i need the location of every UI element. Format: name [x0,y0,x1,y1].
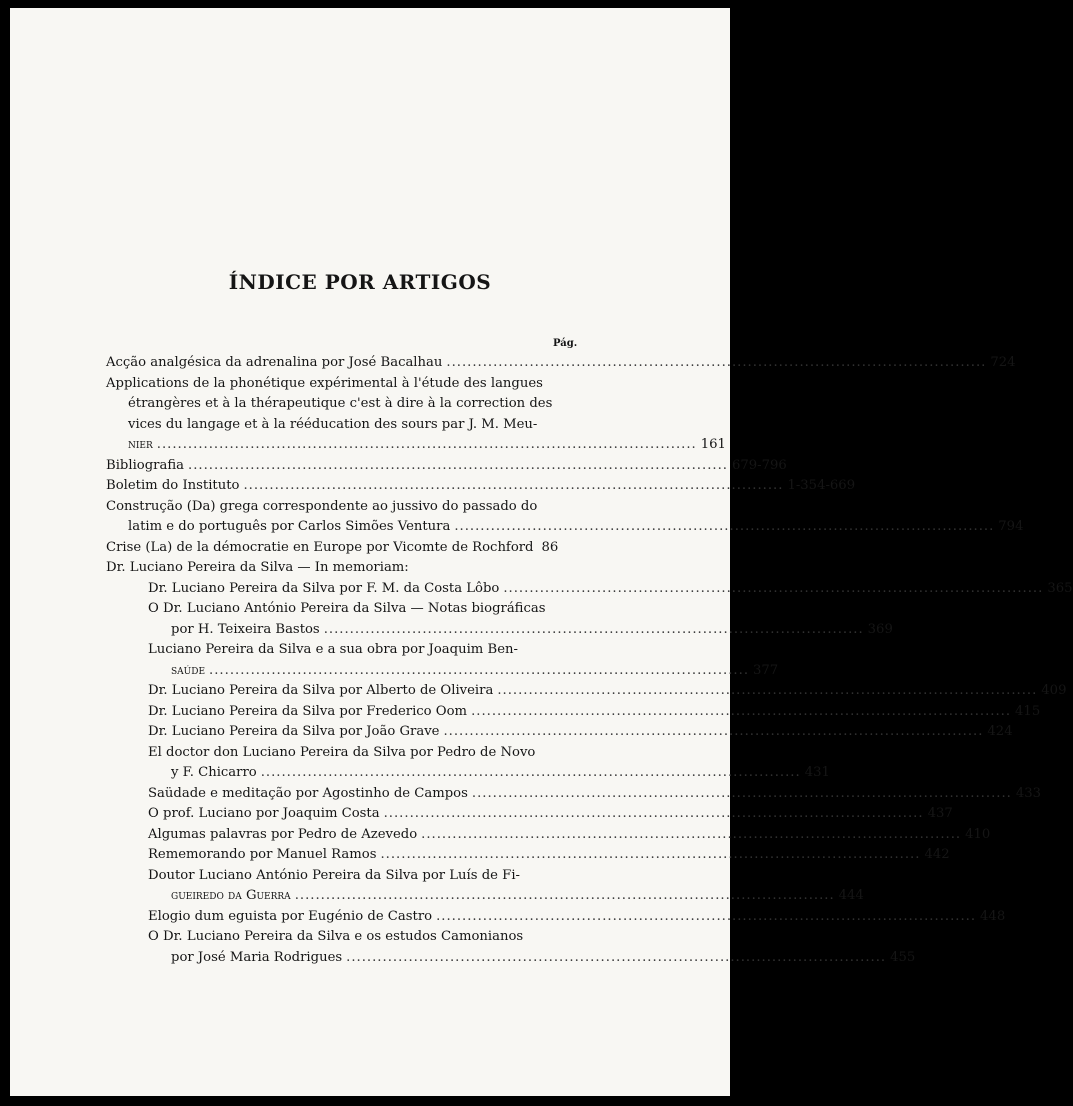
entry-title: Dr. Luciano Pereira da Silva por Alberto de Oliveira [148,683,494,698]
entry-page: 424 [987,724,1013,739]
entry-page: 455 [890,949,916,965]
entry-title-line: Doutor Luciano António Pereira da Silva por Luís de Fi- [148,867,520,883]
entry-title-line: El doctor don Luciano Pereira da Silva por Pedro de Novo [148,744,536,760]
entry-title: O prof. Luciano por Joaquim Costa [148,806,380,821]
toc-entry [106,661,779,682]
entry-page: 448 [980,908,1006,924]
entry-page: 794 [998,519,1024,534]
section-heading: Dr. Luciano Pereira da Silva — In memoriam: [106,560,409,575]
entry-title-line: Applications de la phonétique expérimental à l'étude des langues [106,375,543,391]
toc-entry [106,476,856,497]
dot-leader: ........................................................................................................ [294,888,835,903]
dot-leader: ........................................................................................................ [503,580,1044,596]
toc-entry [106,825,991,846]
dot-leader: ........................................................................................................ [383,806,924,821]
dot-leader: ........................................................................................................ [156,437,697,452]
dot-leader: ........................................................................................................ [209,662,750,678]
dot-leader: ........................................................................................................ [346,949,887,965]
dot-leader: ........................................................................................................ [471,703,1012,719]
entry-title-line: étrangères et à la thérapeutique c'est à dire à la correction des [128,396,553,411]
dot-leader: ........................................................................................................ [497,683,1038,698]
entry-page: 365 [1047,580,1073,596]
entry-title: Dr. Luciano Pereira da Silva por F. M. da Costa Lôbo [148,580,500,596]
entry-page: 444 [838,888,864,903]
entry-page: 161 [700,437,726,452]
entry-title-line: vices du langage et à la rééducation des sours par J. M. Meu- [128,416,538,432]
entry-title-end: gueiredo da Guerra [171,888,291,903]
entry-page: 679-796 [731,457,787,473]
entry-page: 369 [867,621,893,637]
entry-page: 415 [1015,703,1041,719]
page-title: ÍNDICE POR ARTIGOS [228,270,492,294]
entry-title: Crise (La) de la démocratie en Europe por Vicomte de Rochford [106,539,534,555]
dot-leader: ........................................................................................................ [471,785,1012,801]
toc-entry [106,579,1073,600]
entry-title-end: nier [128,437,153,452]
entry-title-line: Construção (Da) grega correspondente ao jussivo do passado do [106,498,538,514]
toc-entry [106,722,1013,743]
toc-entry [106,948,916,969]
toc-entry [106,702,1041,723]
entry-title: Acção analgésica da adrenalina por José Bacalhau [106,355,443,370]
toc-entry [106,845,950,866]
entry-page: 409 [1041,683,1067,698]
entry-title-end: y F. Chicarro [171,765,257,780]
entry-title: Elogio dum eguista por Eugénio de Castro [148,908,433,924]
dot-leader: ........................................................................................................ [421,826,962,842]
entry-page: 86 [541,539,559,555]
toc-entry [106,353,1016,374]
entry-page: 410 [965,826,991,842]
table-of-contents [106,353,1073,968]
entry-page: 442 [924,847,950,862]
toc-entry [106,620,893,641]
dot-leader: ........................................................................................................ [446,355,987,370]
dot-leader: ........................................................................................................ [436,908,977,924]
entry-page: 724 [990,355,1016,370]
dot-leader: ........................................................................................................ [454,519,995,534]
entry-title-line: O Dr. Luciano Pereira da Silva e os estudos Camonianos [148,929,524,944]
toc-entry [106,681,1067,702]
entry-page: 433 [1015,785,1042,801]
toc-entry [106,886,864,907]
entry-title: Rememorando por Manuel Ramos [148,847,377,862]
toc-entry [106,538,559,559]
entry-title-line: Luciano Pereira da Silva e a sua obra por Joaquim Ben- [148,642,518,657]
entry-page: 437 [927,806,953,821]
entry-title-end: por José Maria Rodrigues [171,949,343,965]
entry-title: Dr. Luciano Pereira da Silva por João Grave [148,724,440,739]
entry-title-line: O Dr. Luciano António Pereira da Silva — Notas biográficas [148,601,546,616]
document-page [10,8,1073,1096]
entry-title-end: latim e do português por Carlos Simões Ventura [128,519,451,534]
dot-leader: ........................................................................................................ [188,457,728,473]
toc-entry [106,517,1024,538]
entry-title-end: saúde [171,662,206,678]
entry-title-end: por H. Teixeira Bastos [171,621,320,637]
dot-leader: ........................................................................................................ [243,478,784,493]
toc-entry [106,804,953,825]
entry-title: Dr. Luciano Pereira da Silva por Frederico Oom [148,703,468,719]
page-column-label: Pág. [553,338,578,349]
entry-title: Saüdade e meditação por Agostinho de Campos [148,785,468,801]
toc-entry [106,456,787,477]
toc-entry [106,907,1006,928]
toc-entry [106,435,726,456]
entry-title: Bibliografia [106,457,184,473]
entry-page: 377 [753,662,779,678]
toc-entry [106,763,830,784]
entry-page: 1-354-669 [787,478,856,493]
dot-leader: ........................................................................................................ [260,765,801,780]
dot-leader: ........................................................................................................ [323,621,864,637]
dot-leader: ........................................................................................................ [443,724,984,739]
dot-leader: ........................................................................................................ [380,847,921,862]
entry-page: 431 [804,765,830,780]
toc-entry [106,784,1042,805]
entry-title: Boletim do Instituto [106,478,240,493]
entry-title: Algumas palavras por Pedro de Azevedo [148,826,418,842]
